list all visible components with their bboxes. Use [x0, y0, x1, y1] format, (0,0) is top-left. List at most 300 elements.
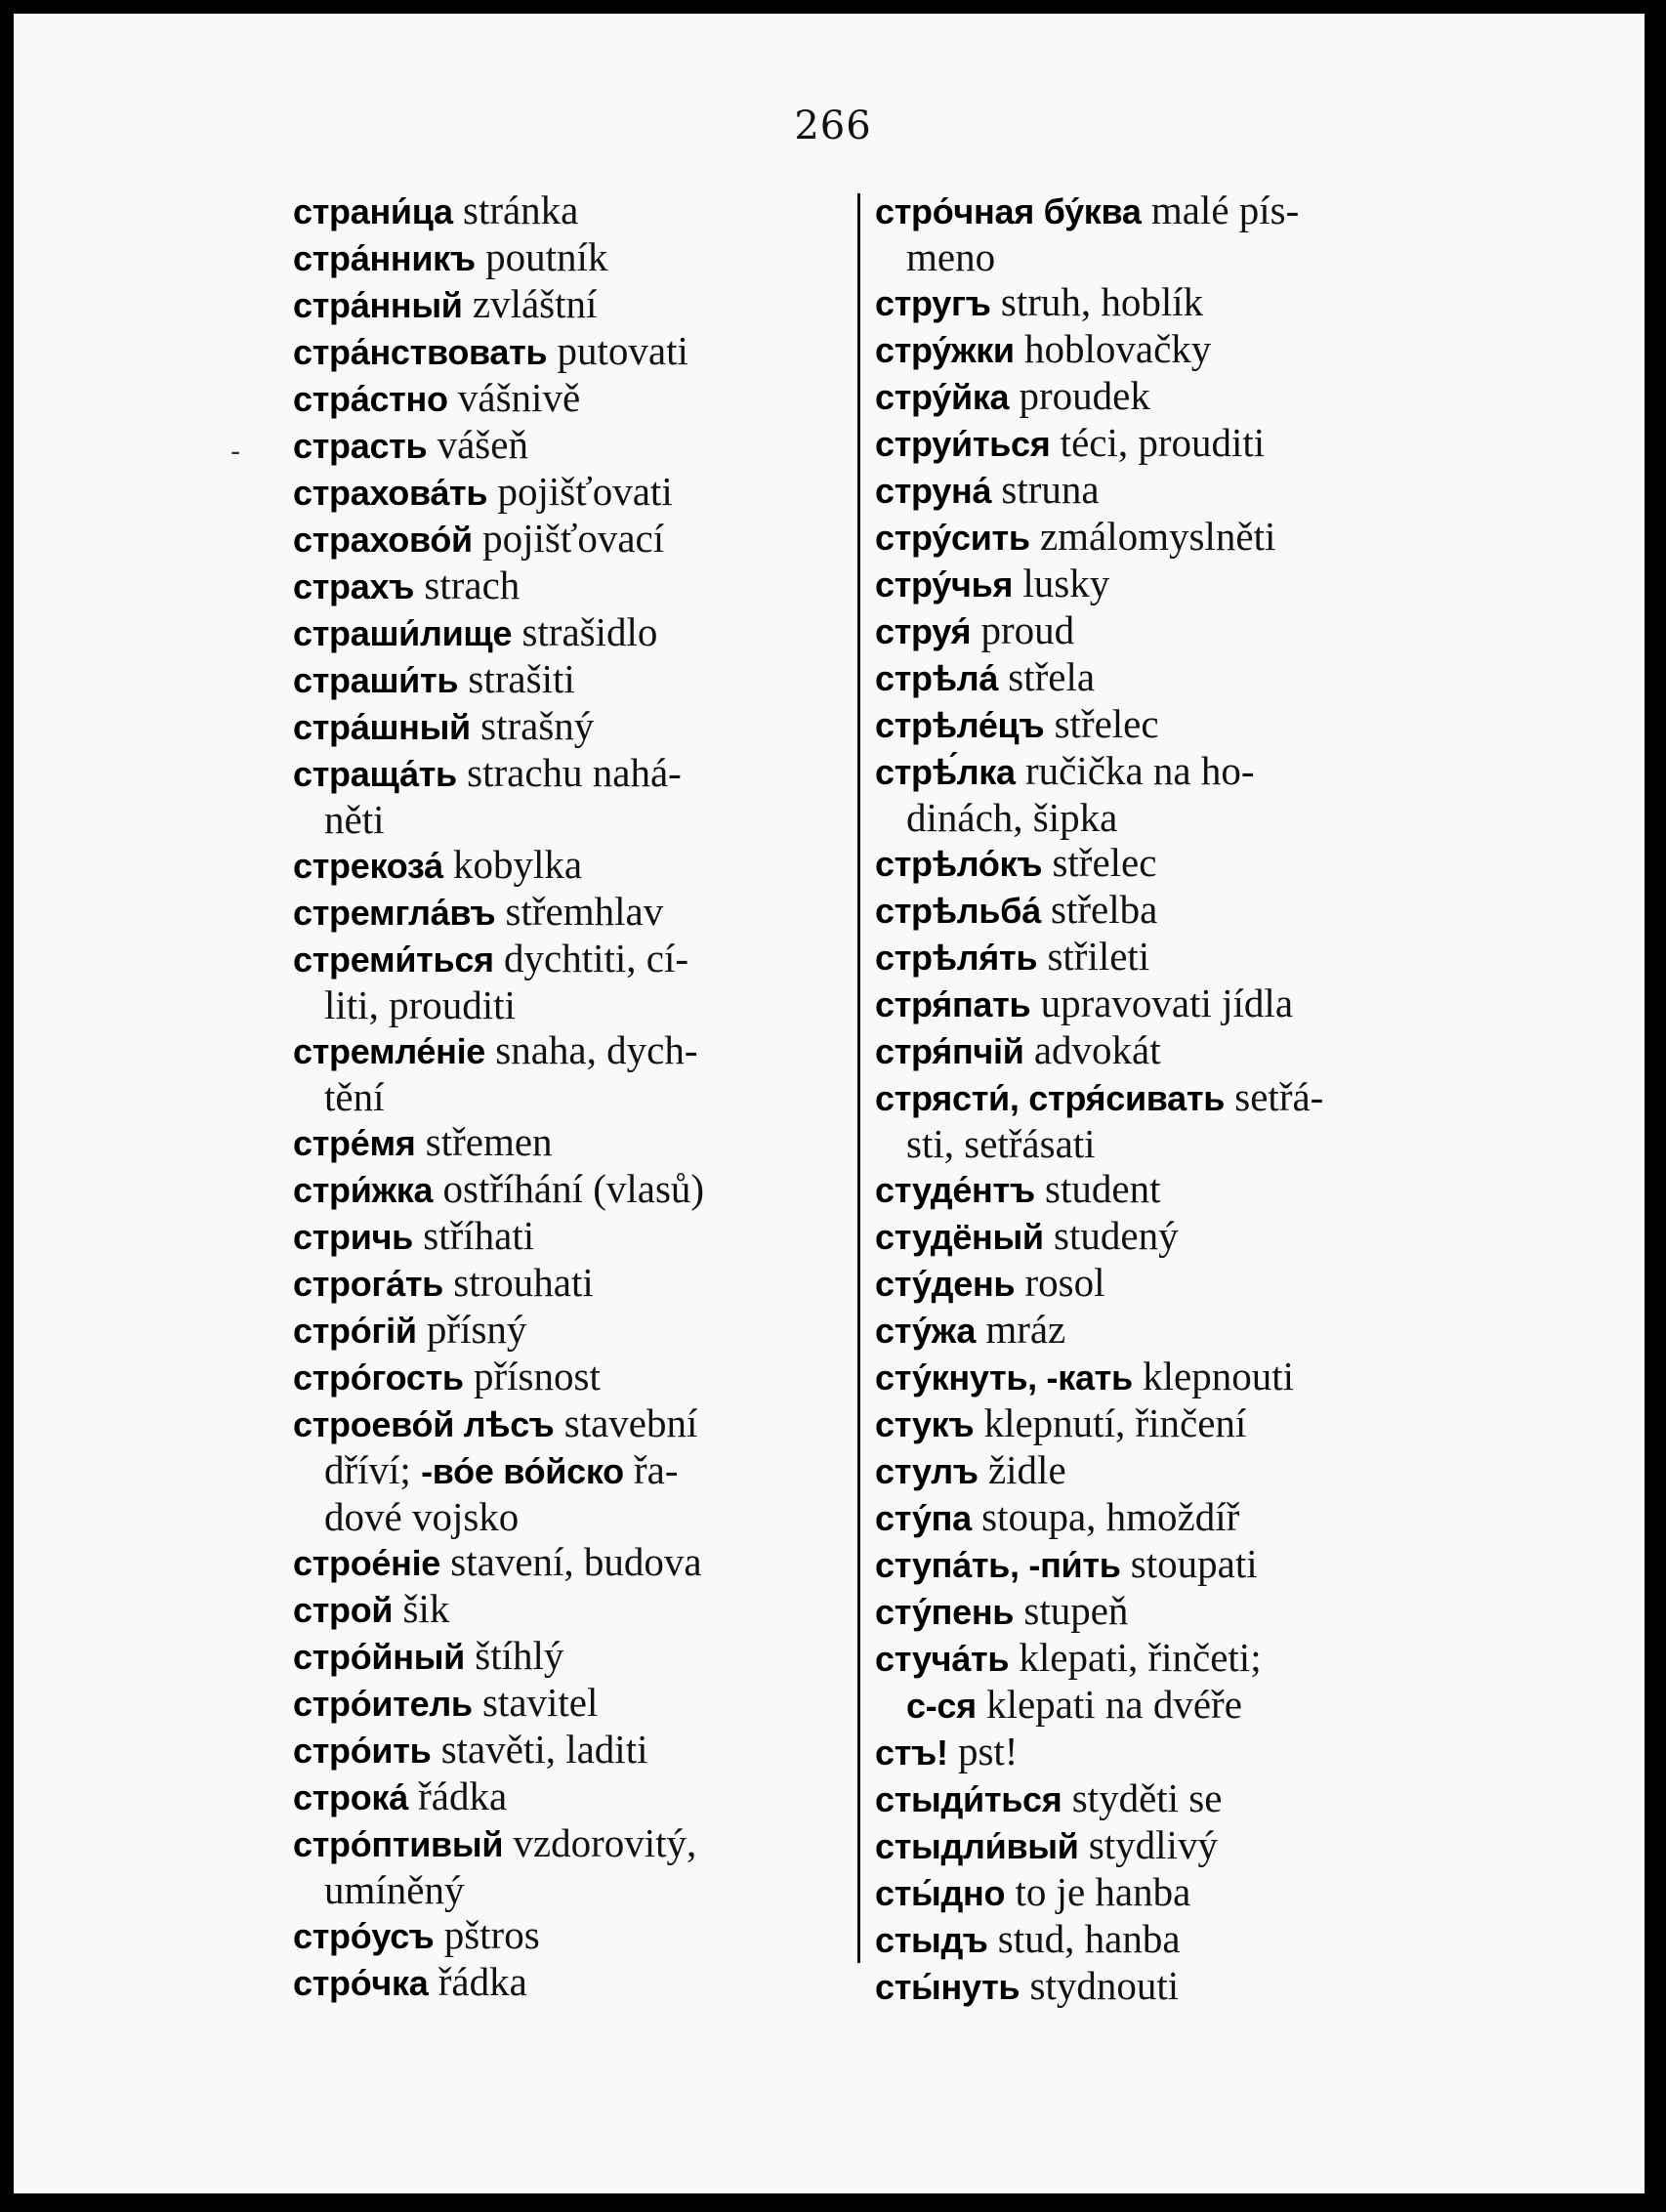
- dictionary-entry: [293, 842, 835, 889]
- headword: строево́й лѣсъ: [293, 1404, 555, 1444]
- entry-line: [875, 561, 1109, 605]
- dictionary-entry: [875, 188, 1422, 279]
- entry-line: [875, 1027, 1161, 1072]
- translation: proud: [980, 607, 1075, 652]
- headword: сты́дно: [875, 1873, 1006, 1913]
- dictionary-entry: [875, 1354, 1422, 1400]
- headword: сты́нуть: [875, 1967, 1020, 2007]
- headword: стрясти́, стря́сивать: [875, 1078, 1226, 1118]
- dictionary-entry: [293, 1959, 835, 2006]
- entry-line: [875, 701, 1159, 746]
- entry-line: [875, 1260, 1104, 1305]
- headword: стрекоза́: [293, 846, 443, 886]
- entry-continuation: [293, 1447, 835, 1494]
- sub-translation: řa-: [634, 1447, 679, 1492]
- entry-line: [293, 609, 657, 654]
- translation: pojišťovati: [497, 469, 673, 514]
- translation: pojišťovací: [482, 516, 665, 561]
- dictionary-entry: [293, 1307, 835, 1354]
- translation: lusky: [1022, 561, 1110, 605]
- translation: řádka: [418, 1774, 508, 1818]
- translation: zmálomyslněti: [1039, 514, 1276, 559]
- entry-continuation: [293, 1494, 835, 1539]
- dictionary-entry: [875, 514, 1422, 561]
- entry-line: [293, 1680, 598, 1725]
- sub-headword: с-ся: [906, 1686, 977, 1726]
- headword: стругъ: [875, 283, 991, 323]
- translation: advokát: [1033, 1027, 1161, 1072]
- headword: стро́чка: [293, 1963, 429, 2003]
- dictionary-entry: [293, 516, 835, 563]
- dictionary-entry: [293, 703, 835, 750]
- headword: ступа́ть, -пи́ть: [875, 1545, 1121, 1585]
- entry-line: [293, 1633, 563, 1678]
- entry-line: [875, 1494, 1239, 1539]
- dictionary-entry: [875, 420, 1422, 467]
- dictionary-entry: [875, 1260, 1422, 1307]
- headword: стуча́ть: [875, 1639, 1010, 1679]
- headword: сту́день: [875, 1264, 1016, 1304]
- headword: страхово́й: [293, 520, 473, 560]
- translation: stavitel: [481, 1680, 599, 1725]
- translation: vášnivě: [457, 375, 581, 420]
- dictionary-entry: [293, 1400, 835, 1539]
- translation: stříhati: [423, 1213, 535, 1258]
- translation-continued: liti, prouditi: [324, 982, 516, 1027]
- headword: стро́чная бу́ква: [875, 191, 1142, 231]
- dictionary-entry: [875, 1729, 1422, 1775]
- dictionary-entry: [293, 889, 835, 936]
- translation: přísnost: [474, 1354, 601, 1398]
- dictionary-entry: [875, 279, 1422, 326]
- headword: страни́ца: [293, 191, 453, 231]
- dictionary-entry: [293, 1213, 835, 1260]
- translation: stud, hanba: [997, 1916, 1181, 1961]
- headword: стра́нный: [293, 285, 463, 325]
- headword: студёный: [875, 1217, 1044, 1257]
- entry-continuation: [293, 982, 835, 1027]
- entry-line: [293, 1354, 601, 1398]
- translation: stoupati: [1130, 1541, 1258, 1586]
- headword: стра́нствовать: [293, 332, 548, 372]
- translation: stránka: [462, 188, 579, 232]
- headword: сту́кнуть, -кать: [875, 1357, 1133, 1398]
- translation-continued: něti: [324, 797, 385, 842]
- translation: šik: [402, 1586, 450, 1631]
- dictionary-entry: [875, 1963, 1422, 2010]
- translation: stavení, budova: [450, 1539, 702, 1584]
- translation: střelec: [1052, 840, 1157, 885]
- dictionary-entry: [293, 375, 835, 422]
- dictionary-entry: [293, 1260, 835, 1307]
- dictionary-entry: [875, 326, 1422, 373]
- dictionary-entry: [293, 1539, 835, 1586]
- dictionary-entry: [875, 373, 1422, 420]
- headword: стро́гій: [293, 1311, 417, 1351]
- translation: střela: [1008, 654, 1096, 699]
- entry-line: [875, 981, 1293, 1025]
- translation: struh, hoblík: [1000, 279, 1204, 324]
- entry-line: [293, 234, 607, 279]
- headword: стра́нникъ: [293, 238, 476, 278]
- sub-translation: klepati na dvéře: [986, 1682, 1242, 1727]
- dictionary-entry: [293, 469, 835, 516]
- translation: styděti se: [1071, 1775, 1223, 1820]
- headword: сту́пень: [875, 1592, 1015, 1632]
- dictionary-entry: [293, 1166, 835, 1213]
- entry-line: [293, 889, 663, 934]
- headword: строка́: [293, 1777, 408, 1817]
- headword: стря́пчій: [875, 1031, 1024, 1071]
- headword: стыди́ться: [875, 1779, 1062, 1819]
- entry-line: [875, 373, 1150, 418]
- translation: zvláštní: [472, 281, 598, 326]
- entry-line: [293, 1539, 702, 1584]
- translation: stydnouti: [1029, 1963, 1180, 2008]
- headword: сту́па: [875, 1498, 972, 1538]
- dictionary-entry: [875, 1822, 1422, 1869]
- translation: pst!: [957, 1729, 1019, 1774]
- headword: стулъ: [875, 1451, 979, 1491]
- entry-line: [875, 887, 1157, 932]
- dictionary-entry: [293, 750, 835, 842]
- dictionary-entry: [875, 1074, 1422, 1166]
- dictionary-entry: [293, 1119, 835, 1166]
- headword: стру́жки: [875, 330, 1015, 370]
- dictionary-entry: [875, 1166, 1422, 1213]
- translation-continued: dové vojsko: [324, 1494, 520, 1539]
- headword: струя́: [875, 611, 972, 651]
- entry-line: [875, 1588, 1128, 1633]
- translation-continued: meno: [906, 234, 996, 279]
- right-column: [875, 188, 1422, 2010]
- dictionary-entry: [875, 1447, 1422, 1494]
- entry-line: [293, 1307, 526, 1352]
- translation-continued: dříví;: [324, 1447, 411, 1492]
- entry-line: [293, 328, 688, 373]
- entry-line: [875, 326, 1211, 371]
- dictionary-entry: [293, 656, 835, 703]
- dictionary-entry: [293, 188, 835, 234]
- entry-line: [293, 1774, 507, 1818]
- dictionary-entry: [293, 422, 835, 469]
- dictionary-entry: [875, 934, 1422, 981]
- headword: стремле́ніе: [293, 1031, 486, 1071]
- entry-continuation: [875, 795, 1422, 840]
- entry-line: [875, 1635, 1262, 1680]
- dictionary-entry: [293, 609, 835, 656]
- translation-continued: sti, setřásati: [906, 1121, 1096, 1166]
- headword: стрѣле́цъ: [875, 705, 1045, 745]
- entry-line: [875, 1074, 1323, 1119]
- entry-line: [875, 1400, 1246, 1445]
- translation: židle: [987, 1447, 1066, 1492]
- translation: stavěti, laditi: [440, 1727, 648, 1772]
- dictionary-entry: [293, 1633, 835, 1680]
- translation: student: [1045, 1166, 1161, 1211]
- translation: strouhati: [453, 1260, 594, 1305]
- entry-line: [293, 516, 664, 561]
- translation: střileti: [1047, 934, 1150, 979]
- translation: strachu nahá-: [467, 750, 682, 795]
- headword: стыдъ: [875, 1920, 988, 1960]
- dictionary-entry: [875, 1775, 1422, 1822]
- translation: ostříhání (vlasů): [442, 1166, 705, 1211]
- headword: строга́ть: [293, 1264, 444, 1304]
- dictionary-entry: [293, 1354, 835, 1400]
- dictionary-entry: [875, 1916, 1422, 1963]
- entry-line: [293, 1912, 540, 1957]
- dictionary-entry: [875, 981, 1422, 1027]
- headword: стро́птивый: [293, 1824, 504, 1864]
- translation: střemhlav: [505, 889, 664, 934]
- entry-line: [293, 1260, 594, 1305]
- dictionary-entry: [875, 1027, 1422, 1074]
- headword: стро́усъ: [293, 1916, 435, 1956]
- entry-line: [293, 188, 578, 232]
- dictionary-entry: [875, 1307, 1422, 1354]
- translation: rosol: [1024, 1260, 1105, 1305]
- dictionary-entry: [875, 607, 1422, 654]
- translation: kobylka: [453, 842, 583, 887]
- dictionary-entry: [875, 561, 1422, 607]
- entry-line: [293, 563, 520, 607]
- entry-line: [875, 1354, 1294, 1398]
- entry-line: [293, 703, 594, 748]
- entry-line: [293, 1727, 647, 1772]
- page-number: 266: [794, 104, 872, 148]
- headword: стукъ: [875, 1404, 975, 1444]
- translation: strašný: [480, 703, 595, 748]
- entry-line: [875, 607, 1074, 652]
- dictionary-entry: [875, 1541, 1422, 1588]
- headword: строй: [293, 1590, 394, 1630]
- translation: téci, prouditi: [1060, 420, 1266, 465]
- headword: стра́стно: [293, 379, 448, 419]
- translation: dychtiti, cí-: [504, 936, 689, 981]
- translation: pštros: [443, 1912, 540, 1957]
- entry-line: [875, 1541, 1258, 1586]
- headword: стру́сить: [875, 518, 1030, 558]
- headword: струи́ться: [875, 424, 1051, 464]
- headword: стри́жка: [293, 1170, 434, 1210]
- entry-continuation: [875, 1121, 1422, 1166]
- dictionary-entry: [875, 1400, 1422, 1447]
- translation: studený: [1054, 1213, 1179, 1258]
- translation: mráz: [985, 1307, 1066, 1352]
- headword: стро́ить: [293, 1731, 432, 1771]
- entry-line: [875, 748, 1255, 793]
- headword: стру́йка: [875, 377, 1010, 417]
- dictionary-entry: [293, 1680, 835, 1727]
- entry-line: [875, 1307, 1065, 1352]
- headword: стрѣ́лка: [875, 752, 1016, 792]
- entry-line: [875, 840, 1156, 885]
- entry-line: [293, 281, 597, 326]
- headword: строе́ніе: [293, 1543, 441, 1583]
- translation: vzdorovitý,: [513, 1820, 697, 1865]
- headword: стрѣла́: [875, 658, 999, 698]
- entry-line: [293, 1820, 696, 1865]
- entry-line: [875, 654, 1095, 699]
- headword: стремгла́въ: [293, 893, 496, 933]
- entry-line: [875, 1916, 1181, 1961]
- entry-line: [293, 469, 673, 514]
- entry-line: [875, 1166, 1160, 1211]
- dictionary-entry: [293, 328, 835, 375]
- entry-line: [293, 375, 580, 420]
- headword: стре́мя: [293, 1123, 416, 1163]
- entry-line: [293, 1400, 697, 1445]
- dictionary-entry: [875, 1635, 1422, 1729]
- entry-continuation: [875, 1682, 1422, 1729]
- entry-line: [875, 1822, 1218, 1867]
- entry-continuation: [875, 234, 1422, 279]
- left-column: [293, 188, 835, 2006]
- translation: struna: [1001, 467, 1100, 512]
- headword: стря́пать: [875, 984, 1031, 1024]
- entry-continuation: [293, 1074, 835, 1119]
- translation: stoupa, hmoždíř: [981, 1494, 1240, 1539]
- headword: страхъ: [293, 566, 415, 606]
- dictionary-entry: [293, 281, 835, 328]
- headword: стрѣло́къ: [875, 844, 1043, 884]
- dictionary-entry: [293, 936, 835, 1027]
- translation: přísný: [426, 1307, 527, 1352]
- entry-line: [293, 750, 682, 795]
- dictionary-entry: [875, 701, 1422, 748]
- translation: setřá-: [1234, 1074, 1324, 1119]
- entry-line: [293, 1586, 449, 1631]
- translation: hoblovačky: [1024, 326, 1212, 371]
- sub-headword: -во́е во́йско: [421, 1451, 624, 1491]
- headword: стыдли́вый: [875, 1826, 1079, 1866]
- entry-line: [875, 1963, 1179, 2008]
- dictionary-entry: [875, 748, 1422, 840]
- translation: poutník: [485, 234, 608, 279]
- translation: proudek: [1019, 373, 1150, 418]
- entry-line: [875, 514, 1275, 559]
- translation: strašidlo: [521, 609, 658, 654]
- translation: snaha, dych-: [495, 1027, 698, 1072]
- translation: střemen: [425, 1119, 553, 1164]
- dictionary-entry: [875, 1869, 1422, 1916]
- dictionary-entry: [293, 1912, 835, 1959]
- translation: to je hanba: [1015, 1869, 1191, 1914]
- entry-line: [293, 656, 575, 701]
- entry-line: [875, 1729, 1018, 1774]
- translation: střelba: [1051, 887, 1158, 932]
- entry-line: [875, 420, 1265, 465]
- translation-continued: umíněný: [324, 1867, 465, 1912]
- entry-line: [875, 1447, 1066, 1492]
- entry-line: [293, 936, 688, 981]
- entry-continuation: [293, 797, 835, 842]
- headword: страши́ть: [293, 660, 459, 700]
- entry-line: [875, 1869, 1190, 1914]
- headword: сту́жа: [875, 1311, 977, 1351]
- headword: страхова́ть: [293, 473, 488, 513]
- headword: страща́ть: [293, 754, 457, 794]
- entry-line: [293, 842, 582, 887]
- dictionary-entry: [875, 1494, 1422, 1541]
- translation: malé pís-: [1150, 188, 1300, 232]
- translation: ručička na ho-: [1025, 748, 1255, 793]
- dictionary-entry: [293, 234, 835, 281]
- entry-line: [875, 1213, 1179, 1258]
- headword: стро́гость: [293, 1357, 464, 1398]
- dictionary-entry: [875, 840, 1422, 887]
- dictionary-entry: [293, 1727, 835, 1774]
- translation: štíhlý: [475, 1633, 564, 1678]
- headword: стъ!: [875, 1732, 948, 1773]
- translation: strach: [424, 563, 521, 607]
- headword: студе́нтъ: [875, 1170, 1035, 1210]
- headword: стрѣльба́: [875, 891, 1041, 931]
- translation: střelec: [1054, 701, 1159, 746]
- dictionary-entry: [875, 467, 1422, 514]
- headword: струна́: [875, 471, 992, 511]
- translation: stavební: [563, 1400, 698, 1445]
- column-divider: [857, 193, 860, 1963]
- translation: řádka: [437, 1959, 527, 2004]
- dictionary-entry: [293, 1820, 835, 1912]
- dictionary-entry: [875, 1588, 1422, 1635]
- entry-line: [293, 1166, 704, 1211]
- translation: stydlivý: [1088, 1822, 1218, 1867]
- translation-continued: dinách, šipka: [906, 795, 1118, 840]
- translation: stupeň: [1023, 1588, 1129, 1633]
- headword: стра́шный: [293, 707, 471, 747]
- translation: klepnouti: [1143, 1354, 1294, 1398]
- translation: strašiti: [468, 656, 575, 701]
- dictionary-entry: [875, 887, 1422, 934]
- dictionary-entry: [293, 1027, 835, 1119]
- entry-line: [875, 1775, 1222, 1820]
- translation-continued: tění: [324, 1074, 385, 1119]
- translation: putovati: [557, 328, 688, 373]
- headword: стричь: [293, 1217, 414, 1257]
- entry-line: [875, 934, 1149, 979]
- dictionary-entry: [293, 1774, 835, 1820]
- entry-line: [293, 1959, 527, 2004]
- headword: стро́итель: [293, 1684, 473, 1724]
- entry-line: [875, 279, 1203, 324]
- headword: страши́лище: [293, 613, 513, 653]
- translation: vášeň: [437, 422, 528, 467]
- entry-line: [293, 1027, 697, 1072]
- dictionary-entry: [293, 563, 835, 609]
- headword: стру́чья: [875, 564, 1014, 605]
- translation: upravovati jídla: [1040, 981, 1294, 1025]
- headword: стреми́ться: [293, 939, 494, 980]
- entry-line: [875, 467, 1100, 512]
- entry-continuation: [293, 1867, 835, 1912]
- entry-line: [293, 422, 528, 467]
- entry-line: [293, 1119, 553, 1164]
- headword: стро́йный: [293, 1637, 465, 1677]
- dictionary-entry: [875, 1213, 1422, 1260]
- translation: klepati, řinčeti;: [1019, 1635, 1262, 1680]
- translation: klepnutí, řinčení: [983, 1400, 1247, 1445]
- headword: стрѣля́ть: [875, 938, 1038, 978]
- headword: страсть: [293, 426, 428, 466]
- dictionary-entry: [875, 654, 1422, 701]
- dictionary-entry: [293, 1586, 835, 1633]
- entry-line: [875, 188, 1299, 232]
- margin-mark: ‑: [230, 435, 241, 469]
- entry-line: [293, 1213, 534, 1258]
